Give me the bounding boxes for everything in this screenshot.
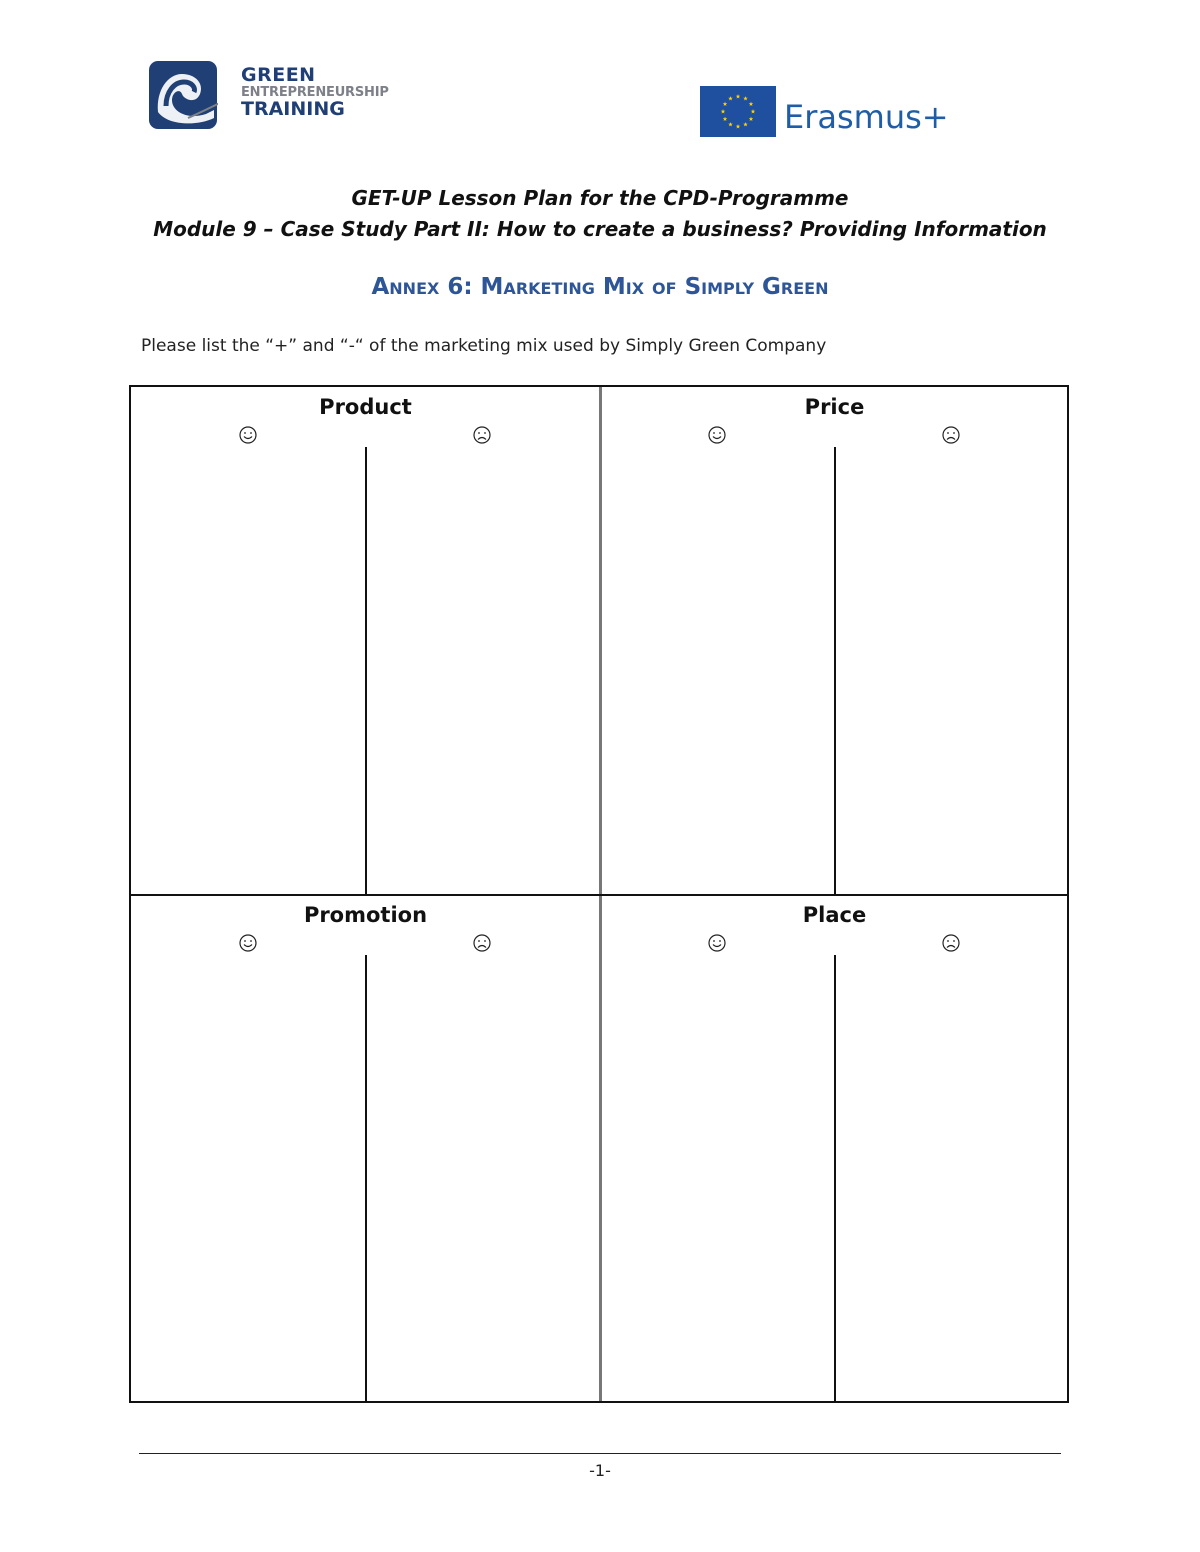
column-divider: [834, 955, 836, 1403]
frowning-face-icon: [941, 425, 961, 445]
column-divider: [365, 447, 367, 895]
logo-line-green: GREEN: [241, 64, 316, 86]
mix-cell-price: [600, 387, 1069, 895]
green-entrepreneurship-training-logo: [148, 58, 388, 133]
grid-horizontal-divider: [131, 894, 1067, 896]
frowning-face-icon: [472, 425, 492, 445]
smiley-face-icon: [707, 425, 727, 445]
smiley-face-icon: [707, 933, 727, 953]
header-line-1: GET-UP Lesson Plan for the CPD-Programme: [351, 186, 849, 210]
frowning-face-icon: [472, 933, 492, 953]
eu-flag-icon: [700, 86, 776, 137]
get-emblem-icon: [148, 60, 218, 130]
erasmus-wordmark: Erasmus+: [784, 98, 949, 136]
page-number: -1-: [589, 1461, 611, 1480]
smiley-face-icon: [238, 933, 258, 953]
frowning-face-icon: [941, 933, 961, 953]
erasmus-plus-logo: [700, 86, 960, 140]
cell-title-product: Product: [319, 395, 412, 419]
column-divider: [365, 955, 367, 1403]
annex-title: Annex 6: Marketing Mix of Simply Green: [371, 274, 829, 300]
cell-title-price: Price: [804, 395, 865, 419]
header-line-2: Module 9 – Case Study Part II: How to create a business? Providing Information: [153, 217, 1047, 241]
cell-title-place: Place: [802, 903, 867, 927]
cell-title-promotion: Promotion: [303, 903, 428, 927]
document-header: [0, 183, 1200, 245]
instruction-text: Please list the “+” and “-“ of the marketing mix used by Simply Green Company: [141, 336, 827, 356]
footer-rule: [139, 1453, 1061, 1454]
column-divider: [834, 447, 836, 895]
logo-line-training: TRAINING: [241, 98, 345, 120]
mix-cell-product: [131, 387, 600, 895]
mix-cell-promotion: [131, 895, 600, 1403]
mix-cell-place: [600, 895, 1069, 1403]
marketing-mix-table: [129, 385, 1069, 1403]
smiley-face-icon: [238, 425, 258, 445]
logo-line-entrepreneurship: ENTREPRENEURSHIP: [241, 85, 389, 100]
